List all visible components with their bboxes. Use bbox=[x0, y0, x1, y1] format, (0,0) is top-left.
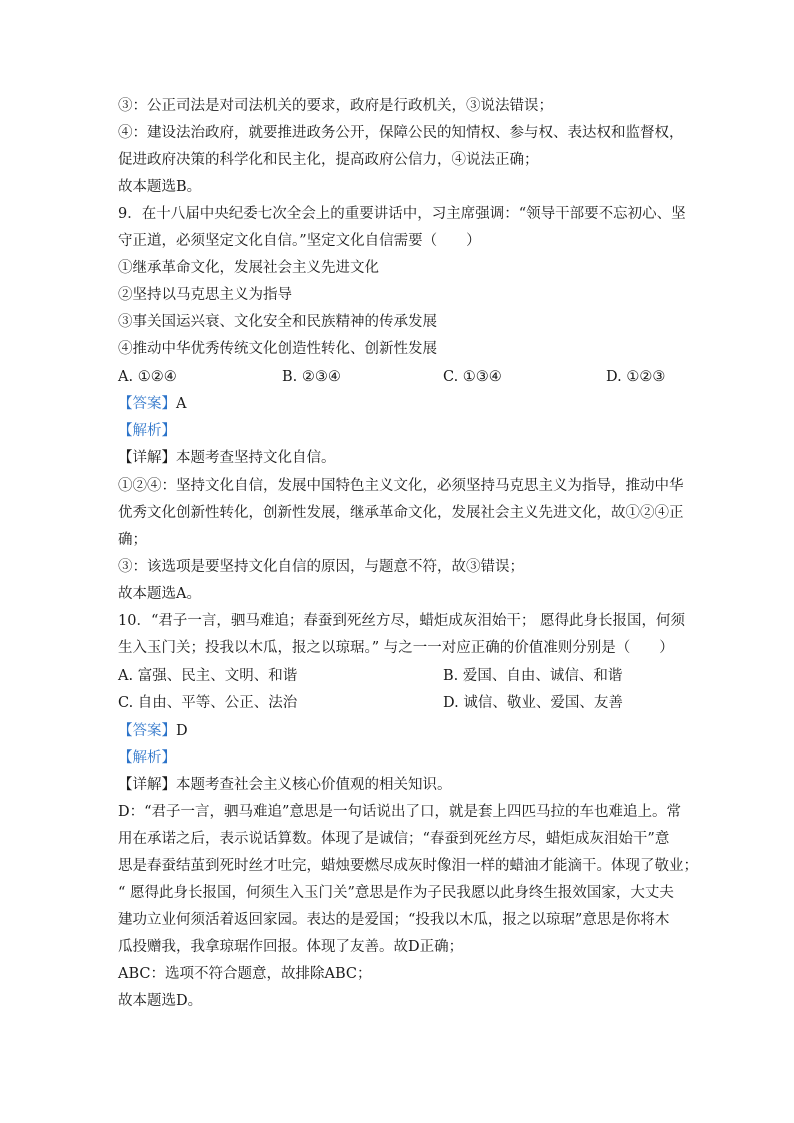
answer-tag: 【答案】 bbox=[118, 396, 176, 412]
q10-analysis-line: D：“君子一言，驷马难追”意思是一句话说出了口，就是套上四匹马拉的车也难追上。常 bbox=[118, 804, 681, 820]
detail-tag: 【详解】 bbox=[118, 450, 176, 466]
q10-analysis-line: 思是春蚕结茧到死时丝才吐完，蜡烛要燃尽成灰时像泪一样的蜡油才能滴干。体现了敬业； bbox=[118, 858, 698, 874]
q10-analysis-line: 建功立业何须活着返回家园。表达的是爱国；“投我以木瓜，报之以琼琚”意思是你将木 bbox=[118, 912, 670, 928]
q9-analysis-line: 故本题选A。 bbox=[118, 586, 201, 602]
q9-item: ①继承革命文化，发展社会主义先进文化 bbox=[118, 260, 379, 276]
detail-tag: 【详解】 bbox=[118, 777, 176, 793]
q9-stem-line: 9．在十八届中央纪委七次全会上的重要讲话中，习主席强调：“领导干部要不忘初心、坚 bbox=[118, 206, 686, 222]
detail-text: 本题考查社会主义核心价值观的相关知识。 bbox=[176, 777, 452, 793]
answer-value: D bbox=[176, 723, 188, 739]
q10-analysis-heading bbox=[118, 748, 678, 768]
q9-analysis-line: 优秀文化创新性转化，创新性发展，继承革命文化，发展社会主义先进文化，故①②④正 bbox=[118, 505, 684, 521]
q10-option-b: B. 爱国、自由、诚信、和谐 bbox=[443, 668, 623, 684]
q9-item: ②坚持以马克思主义为指导 bbox=[118, 287, 292, 303]
q9-stem-line: 守正道，必须坚定文化自信。”坚定文化自信需要（ ） bbox=[118, 233, 481, 249]
q10-option-a: A. 富强、民主、文明、和谐 bbox=[118, 668, 298, 684]
text-line: 促进政府决策的科学化和民主化，提高政府公信力，④说法正确； bbox=[118, 152, 539, 168]
q9-option-b: B. ②③④ bbox=[282, 369, 341, 385]
q10-option-c: C. 自由、平等、公正、法治 bbox=[118, 695, 298, 711]
q9-option-a: A. ①②④ bbox=[118, 369, 177, 385]
q10-option-d: D. 诚信、敬业、爱国、友善 bbox=[443, 695, 623, 711]
analysis-tag: 【解析】 bbox=[118, 750, 176, 766]
q9-analysis-line: ③：该选项是要坚持文化自信的原因，与题意不符，故③错误； bbox=[118, 559, 524, 575]
q9-detail bbox=[118, 448, 678, 468]
q9-analysis-line: 确； bbox=[118, 532, 147, 548]
q9-answer bbox=[118, 394, 678, 414]
detail-text: 本题考查坚持文化自信。 bbox=[176, 450, 336, 466]
q10-detail bbox=[118, 775, 678, 795]
q10-analysis-line: “ 愿得此身长报国，何须生入玉门关”意思是作为子民我愿以此身终生报效国家，大丈夫 bbox=[118, 885, 674, 901]
q10-analysis-line: ABC：选项不符合题意，故排除ABC； bbox=[118, 966, 372, 982]
q10-analysis-line: 用在承诺之后，表示说话算数。体现了是诚信；“春蚕到死丝方尽，蜡炬成灰泪始干”意 bbox=[118, 831, 670, 847]
q9-item: ④推动中华优秀传统文化创造性转化、创新性发展 bbox=[118, 341, 437, 357]
text-line: ③：公正司法是对司法机关的要求，政府是行政机关，③说法错误； bbox=[118, 98, 553, 114]
q9-option-c: C. ①③④ bbox=[443, 369, 502, 385]
q9-analysis-line: ①②④：坚持文化自信，发展中国特色主义文化，必须坚持马克思主义为指导，推动中华 bbox=[118, 478, 684, 494]
q10-stem-line: 生入玉门关；投我以木瓜，报之以琼琚。” 与之一一对应正确的价值准则分别是（ ） bbox=[118, 640, 674, 656]
q10-stem-line: 10．“君子一言，驷马难追；春蚕到死丝方尽，蜡炬成灰泪始干； 愿得此身长报国，何须 bbox=[118, 613, 685, 629]
answer-tag: 【答案】 bbox=[118, 723, 176, 739]
q10-analysis-line: 瓜投赠我，我拿琼琚作回报。体现了友善。故D正确； bbox=[118, 939, 464, 955]
q9-analysis-heading bbox=[118, 421, 678, 441]
q10-analysis-line: 故本题选D。 bbox=[118, 993, 203, 1009]
q10-answer bbox=[118, 721, 678, 741]
text-line: ④：建设法治政府，就要推进政务公开，保障公民的知情权、参与权、表达权和监督权， bbox=[118, 125, 684, 141]
analysis-tag: 【解析】 bbox=[118, 423, 176, 439]
text-line: 故本题选B。 bbox=[118, 179, 202, 195]
q9-item: ③事关国运兴衰、文化安全和民族精神的传承发展 bbox=[118, 314, 437, 330]
answer-value: A bbox=[176, 396, 187, 412]
q9-option-d: D. ①②③ bbox=[606, 369, 666, 385]
